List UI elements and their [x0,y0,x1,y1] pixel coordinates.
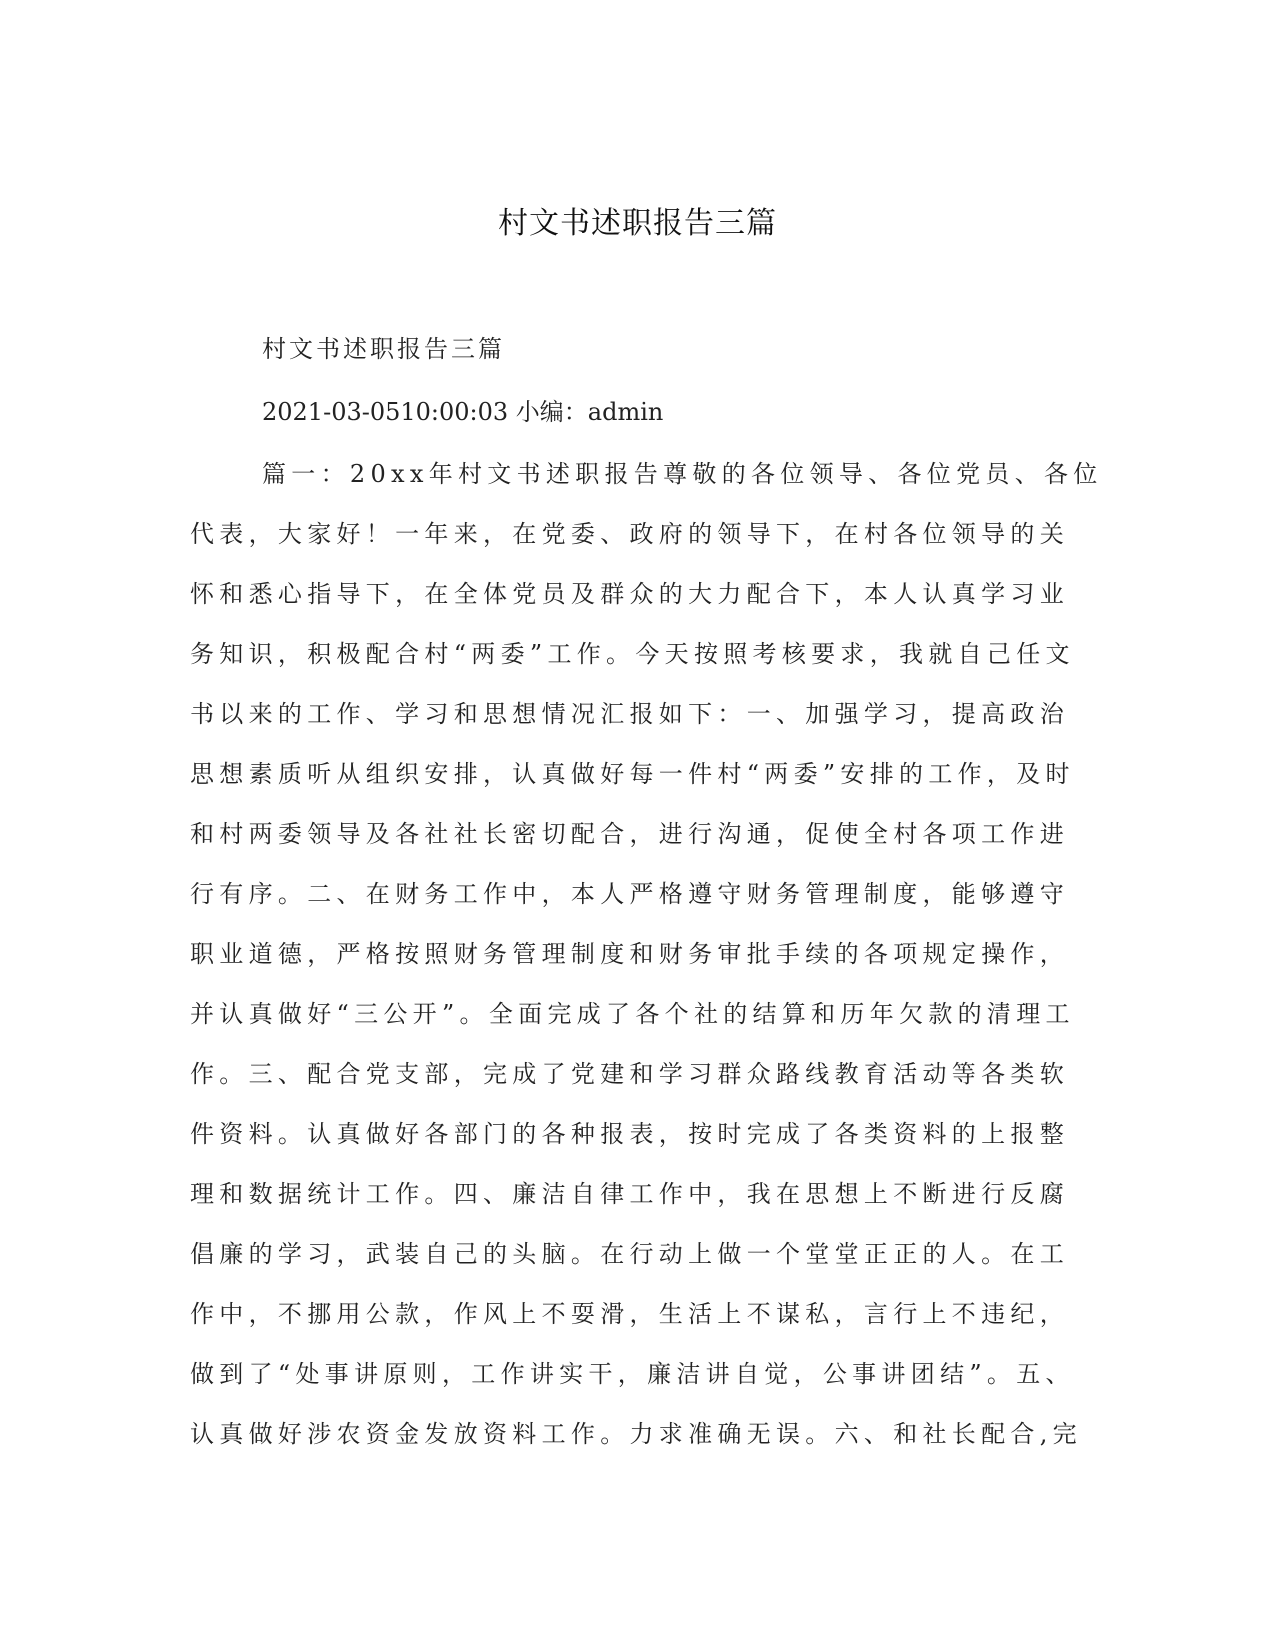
body-line: 篇一：20xx年村文书述职报告尊敬的各位领导、各位党员、各位 [262,460,1103,488]
body-line: 倡廉的学习，武装自己的头脑。在行动上做一个堂堂正正的人。在工 [190,1240,1069,1268]
body-line: 行有序。二、在财务工作中，本人严格遵守财务管理制度，能够遵守 [190,880,1069,908]
document-title: 村文书述职报告三篇 [498,206,777,241]
body-line: 怀和悉心指导下，在全体党员及群众的大力配合下，本人认真学习业 [190,580,1069,608]
document-subtitle: 村文书述职报告三篇 [262,335,505,363]
body-line: 件资料。认真做好各部门的各种报表，按时完成了各类资料的上报整 [190,1120,1069,1148]
body-line: 书以来的工作、学习和思想情况汇报如下：一、加强学习，提高政治 [190,700,1069,728]
body-line: 和村两委领导及各社社长密切配合，进行沟通，促使全村各项工作进 [190,820,1069,848]
body-line: 理和数据统计工作。四、廉洁自律工作中，我在思想上不断进行反腐 [190,1180,1069,1208]
body-line: 并认真做好“三公开”。全面完成了各个社的结算和历年欠款的清理工 [190,1000,1075,1028]
body-line: 作。三、配合党支部，完成了党建和学习群众路线教育活动等各类软 [190,1060,1069,1088]
body-line: 职业道德，严格按照财务管理制度和财务审批手续的各项规定操作， [190,940,1069,968]
body-line: 作中，不挪用公款，作风上不耍滑，生活上不谋私，言行上不违纪， [190,1300,1069,1328]
body-line: 代表，大家好！一年来，在党委、政府的领导下，在村各位领导的关 [190,520,1069,548]
body-line: 做到了“处事讲原则，工作讲实干，廉洁讲自觉，公事讲团结”。五、 [190,1360,1075,1388]
body-line: 认真做好涉农资金发放资料工作。力求准确无误。六、和社长配合,完 [190,1420,1082,1448]
body-line: 思想素质听从组织安排，认真做好每一件村“两委”安排的工作，及时 [190,760,1075,788]
publish-meta: 2021-03-0510:00:03 小编：admin [262,398,664,426]
body-paragraph [190,456,1103,1476]
body-line: 务知识，积极配合村“两委”工作。今天按照考核要求，我就自己任文 [190,640,1075,668]
